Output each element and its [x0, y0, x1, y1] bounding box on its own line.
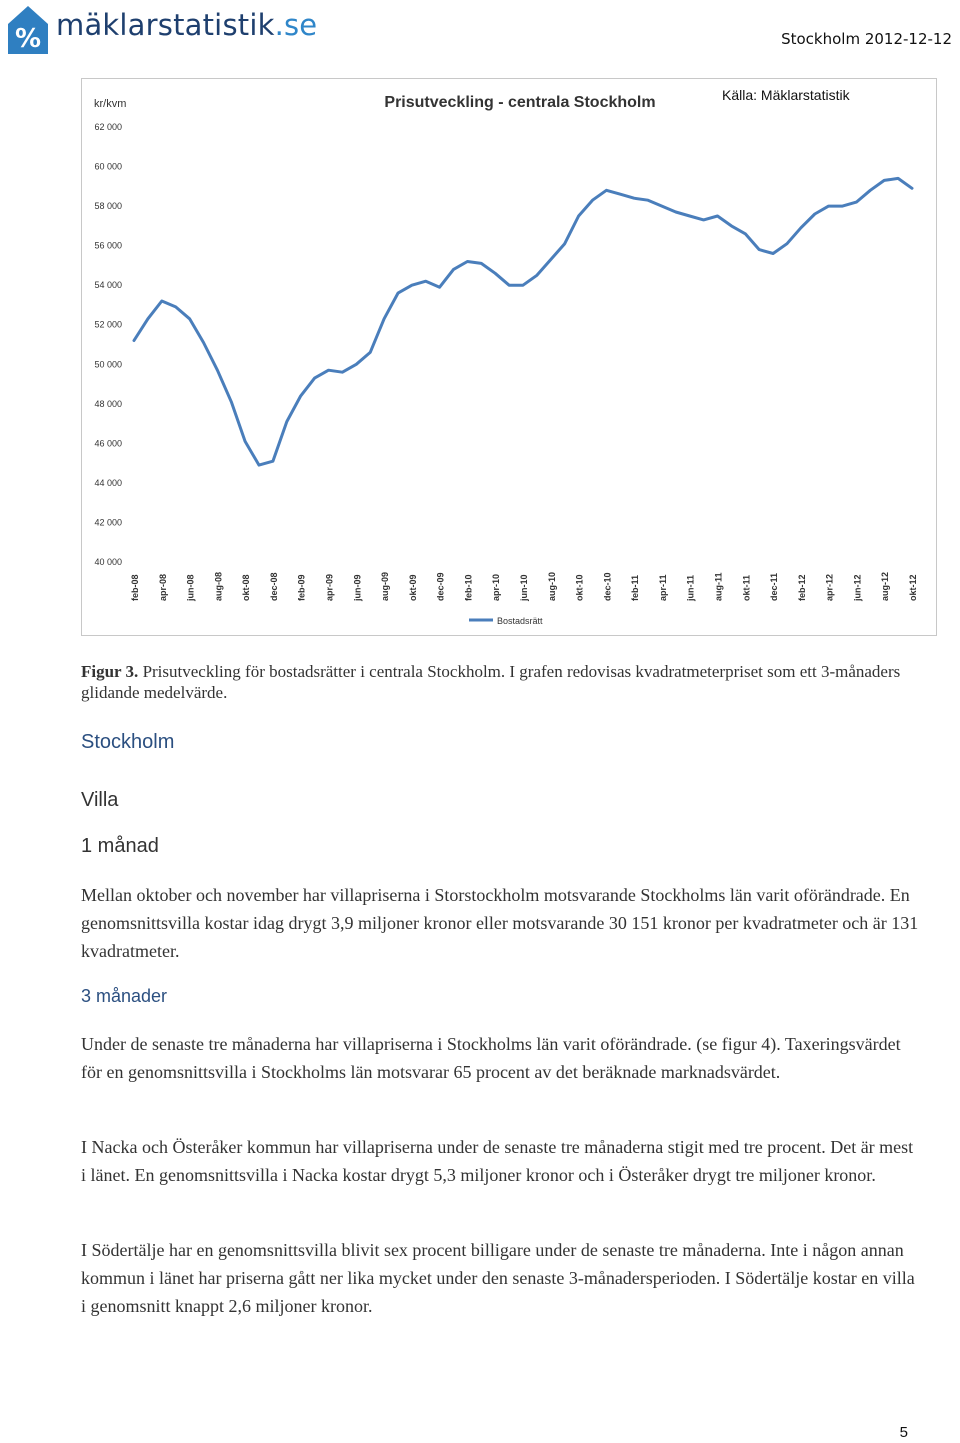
- legend: [469, 616, 543, 626]
- x-tick-label: feb-09: [296, 574, 307, 601]
- chart-title: Prisutveckling - centrala Stockholm: [384, 94, 656, 111]
- x-tick-label: dec-11: [769, 572, 780, 601]
- x-tick-label: apr-11: [657, 574, 668, 601]
- x-tick-label: feb-08: [130, 574, 140, 601]
- x-tick-label: apr-12: [824, 573, 835, 601]
- logo-name: mäklarstatistik: [56, 8, 275, 42]
- caption-text: Prisutveckling för bostadsrätter i centrala Stockholm. I grafen redovisas kvadratmeterpriset som ett 3-månaders glidande medelvärde.: [81, 662, 901, 702]
- logo-tld: .se: [274, 8, 318, 42]
- paragraph-nacka: I Nacka och Österåker kommun har villapriserna under de senaste tre månaderna stigit med tre procent. Det är mest i länet. En genomsnittsvilla i Nacka kostar drygt 5,3 miljoner kronor och i Österåker drygt tre miljoner kronor.: [81, 1137, 914, 1185]
- caption-label: Figur 3.: [81, 662, 139, 681]
- chart-ylabel: kr/kvm: [94, 98, 127, 110]
- x-tick-label: aug-12: [880, 571, 891, 601]
- y-tick-label: 46 000: [94, 438, 122, 449]
- x-tick-label: okt-08: [241, 574, 252, 601]
- x-tick-label: dec-10: [602, 572, 613, 601]
- x-tick-label: okt-10: [574, 574, 585, 601]
- heading-region: Stockholm: [81, 731, 175, 753]
- y-tick-label: 52 000: [94, 319, 122, 330]
- paragraph-three-months: Under de senaste tre månaderna har villapriserna i Stockholms län varit oförändrade. (se figur 4). Taxeringsvärdet för en genomsnittsvilla i Stockholms län motsvarar 65 procent av det beräknade marknadsvärdet.: [81, 1034, 901, 1082]
- legend-label: Bostadsrätt: [497, 616, 543, 626]
- paragraph-sodertalje: I Södertälje har en genomsnittsvilla blivit sex procent billigare under de senaste tre månaderna. Inte i någon annan kommun i länet har priserna gått ner lika mycket under den senaste 3-månadersperioden. I Södertälje kostar en villa i genomsnitt knappt 2,6 miljoner kronor.: [81, 1240, 915, 1316]
- page-number: 5: [899, 1424, 908, 1441]
- y-tick-label: 58 000: [94, 201, 122, 212]
- x-tick-label: feb-11: [630, 574, 641, 601]
- x-tick-label: aug-08: [213, 571, 224, 601]
- logo-text: [56, 8, 317, 42]
- y-axis-ticks: [94, 122, 122, 567]
- x-tick-label: jun-08: [185, 574, 196, 601]
- x-tick-label: dec-08: [268, 572, 279, 601]
- y-tick-label: 44 000: [94, 477, 122, 488]
- y-tick-label: 62 000: [94, 122, 122, 132]
- y-tick-label: 40 000: [94, 557, 122, 567]
- x-tick-label: jun-10: [519, 574, 529, 601]
- y-tick-label: 56 000: [94, 240, 122, 251]
- price-chart: [81, 78, 937, 636]
- x-tick-label: dec-09: [435, 572, 446, 601]
- x-tick-label: aug-11: [713, 572, 724, 601]
- x-tick-label: jun-11: [685, 574, 696, 601]
- chart-canvas: [82, 79, 938, 637]
- x-tick-label: aug-09: [380, 571, 391, 601]
- house-percent-icon: [6, 4, 50, 56]
- x-tick-label: jun-12: [852, 574, 863, 601]
- figure-caption: [81, 661, 921, 703]
- x-tick-label: feb-12: [796, 574, 807, 601]
- y-tick-label: 54 000: [94, 280, 122, 291]
- series-line-bostadsratt: [134, 178, 912, 465]
- x-tick-label: jun-09: [352, 574, 363, 601]
- x-tick-label: okt-11: [741, 574, 752, 601]
- header-date: Stockholm 2012-12-12: [781, 30, 952, 48]
- y-tick-label: 60 000: [94, 161, 122, 172]
- site-logo[interactable]: [6, 4, 326, 56]
- x-tick-label: okt-09: [407, 574, 418, 601]
- x-tick-label: apr-08: [157, 573, 168, 601]
- y-tick-label: 48 000: [94, 398, 122, 409]
- logo-symbol: %: [14, 24, 42, 54]
- x-tick-label: aug-10: [546, 571, 557, 601]
- x-tick-label: okt-12: [908, 574, 918, 601]
- y-tick-label: 42 000: [94, 517, 122, 528]
- y-tick-label: 50 000: [94, 359, 122, 370]
- heading-type: Villa: [81, 789, 119, 811]
- x-tick-label: feb-10: [463, 574, 474, 601]
- x-tick-label: apr-10: [491, 573, 502, 601]
- paragraph-one-month: Mellan oktober och november har villapriserna i Storstockholm motsvarande Stockholms län varit oförändrade. En genomsnittsvilla kostar idag drygt 3,9 miljoner kronor eller motsvarande 30 151 kronor per kvadratmeter och är 131 kvadratmeter.: [81, 885, 919, 961]
- x-axis-ticks: [130, 572, 918, 602]
- chart-source: Källa: Mäklarstatistik: [722, 87, 850, 103]
- heading-three-months: 3 månader: [81, 986, 168, 1006]
- heading-one-month: 1 månad: [81, 835, 159, 857]
- x-tick-label: apr-09: [324, 573, 335, 601]
